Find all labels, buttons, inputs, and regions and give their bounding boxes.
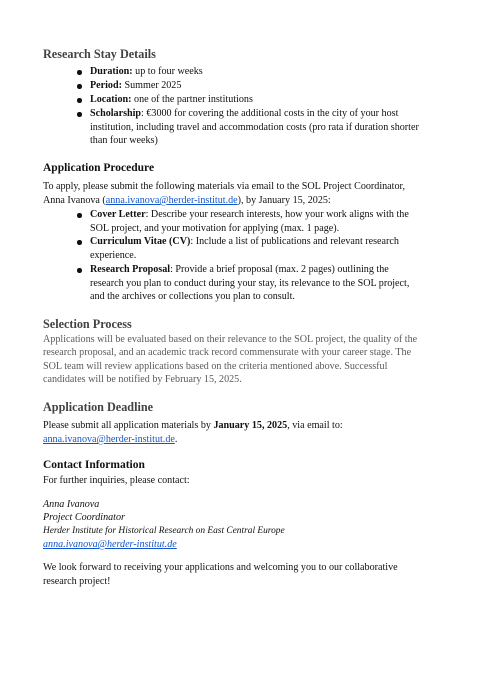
procedure-intro-line-2: Anna Ivanova (anna.ivanova@herder-institut.de), by January 15, 2025: — [43, 195, 331, 206]
scholarship-line-3: than four weeks) — [90, 135, 158, 146]
selection-heading: Selection Process — [43, 317, 132, 331]
bullet — [77, 84, 82, 89]
contact-email-link[interactable]: anna.ivanova@herder-institut.de — [43, 539, 177, 550]
location-item: Location: one of the partner institutions — [90, 94, 253, 105]
procedure-intro-line-1: To apply, please submit the following materials via email to the SOL Project Coordinator, — [43, 181, 405, 192]
contact-name: Anna Ivanova — [43, 499, 100, 510]
research-proposal-line-3: and the archives or collections you plan to consult. — [90, 291, 295, 302]
bullet — [77, 70, 82, 75]
research-proposal-line-2: research you plan to conduct during your stay, its relevance to the SOL project, — [90, 278, 410, 289]
selection-line-2: research proposal, and an academic track record commensurate with your career stage. The — [43, 347, 412, 358]
selection-line-1: Applications will be evaluated based on their relevance to the SOL project, the quality of the — [43, 334, 418, 345]
cover-letter-line-2: SOL project, and your motivation for applying (max. 1 page). — [90, 223, 340, 234]
bullet — [77, 268, 82, 273]
contact-intro: For further inquiries, please contact: — [43, 475, 190, 486]
deadline-heading: Application Deadline — [43, 400, 154, 414]
selection-line-3: SOL team will review applications based on the criteria mentioned above. Successful — [43, 361, 388, 372]
contact-heading: Contact Information — [43, 459, 145, 471]
bullet — [77, 213, 82, 218]
contact-institute: Herder Institute for Historical Research on East Central Europe — [43, 526, 285, 536]
bullet — [77, 240, 82, 245]
coordinator-email-link[interactable]: anna.ivanova@herder-institut.de — [105, 195, 238, 206]
scholarship-line-2: institution, including travel and accommodation costs (pro rata if duration shorter — [90, 122, 419, 133]
deadline-line-1: Please submit all application materials by January 15, 2025, via email to: — [43, 420, 343, 431]
closing-line-2: research project! — [43, 576, 111, 587]
procedure-heading: Application Procedure — [43, 162, 155, 174]
contact-role: Project Coordinator — [43, 512, 125, 523]
duration-item: Duration: up to four weeks — [90, 66, 203, 77]
bullet — [77, 112, 82, 117]
cv-item: Curriculum Vitae (CV): Include a list of publications and relevant research — [90, 236, 399, 247]
closing-line-1: We look forward to receiving your applications and welcoming you to our collaborative — [43, 562, 398, 573]
deadline-email-link[interactable]: anna.ivanova@herder-institut.de — [43, 434, 175, 445]
cover-letter-item: Cover Letter: Describe your research interests, how your work aligns with the — [90, 209, 409, 220]
selection-line-4: candidates will be notified by February 15, 2025. — [43, 374, 242, 385]
research-stay-heading: Research Stay Details — [43, 47, 156, 61]
research-proposal-item: Research Proposal: Provide a brief proposal (max. 2 pages) outlining the — [90, 264, 389, 275]
deadline-line-2: anna.ivanova@herder-institut.de. — [43, 434, 178, 445]
bullet — [77, 98, 82, 103]
cv-line-2: experience. — [90, 250, 137, 261]
scholarship-item: Scholarship: €3000 for covering the additional costs in the city of your host — [90, 108, 399, 119]
period-item: Period: Summer 2025 — [90, 80, 182, 91]
